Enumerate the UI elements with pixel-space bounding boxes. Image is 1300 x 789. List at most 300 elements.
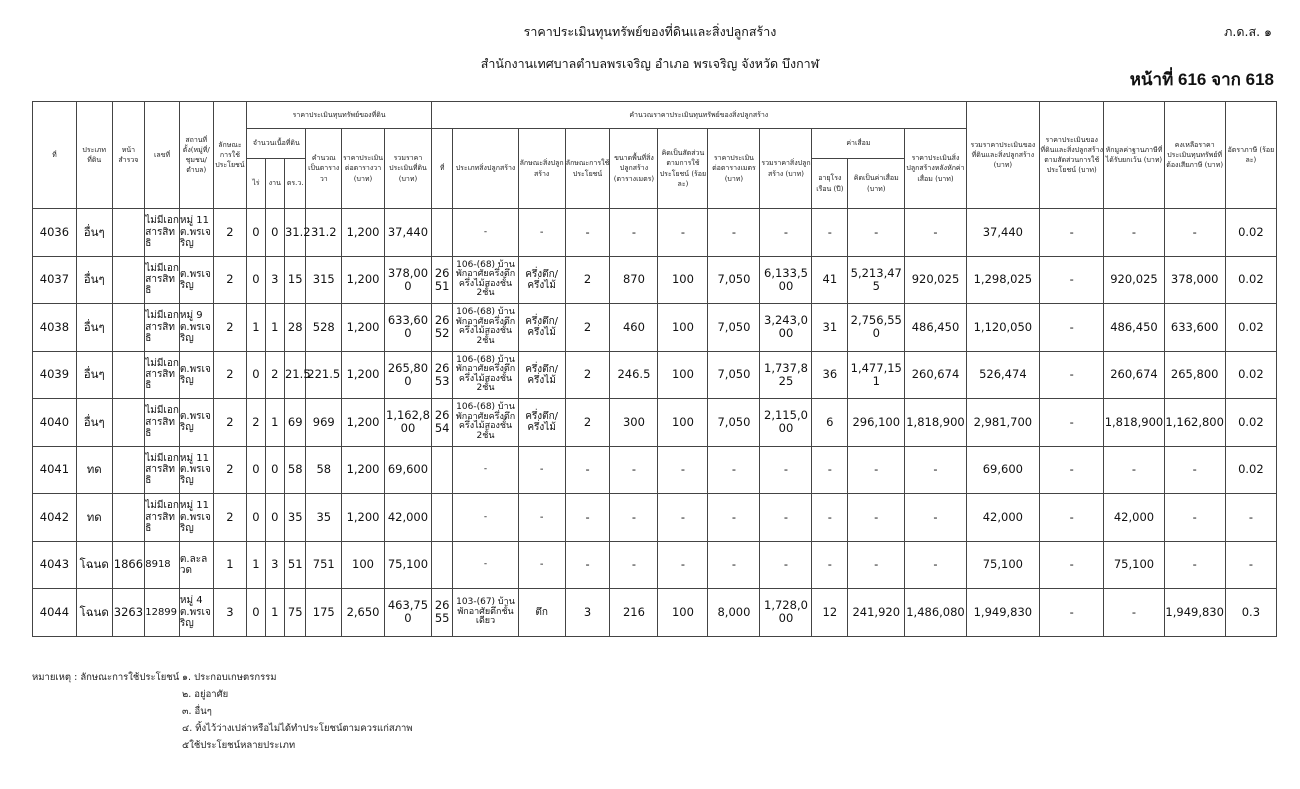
cell-bprice: 7,050 bbox=[708, 399, 760, 447]
col-b-type: ประเภทสิ่งปลูกสร้าง bbox=[453, 129, 518, 209]
cell-calc: 221.5 bbox=[306, 351, 342, 399]
cell-use: 3 bbox=[213, 589, 247, 637]
cell-age: - bbox=[812, 541, 848, 589]
col-land-total: รวมราคาประเมินที่ดิน (บาท) bbox=[384, 129, 431, 209]
cell-btype: 103-(67) บ้านพักอาศัยตึกชั้นเดียว bbox=[453, 589, 518, 637]
cell-btype: - bbox=[453, 446, 518, 494]
col-b-area: ขนาดพื้นที่สิ่งปลูกสร้าง (ตารางเมตร) bbox=[610, 129, 658, 209]
cell-exempt: 75,100 bbox=[1104, 541, 1164, 589]
cell-ppw: 1,200 bbox=[342, 351, 385, 399]
cell-barea: - bbox=[610, 209, 658, 257]
cell-btotal: 1,728,000 bbox=[760, 589, 812, 637]
cell-barea: 246.5 bbox=[610, 351, 658, 399]
cell-buse: 3 bbox=[565, 589, 610, 637]
cell-bkind: ครึ่งตึก/ครึ่งไม้ bbox=[518, 304, 565, 352]
cell-rai: 2 bbox=[247, 399, 265, 447]
cell-land: 378,000 bbox=[384, 256, 431, 304]
cell-btotal: - bbox=[760, 209, 812, 257]
cell-buse: 2 bbox=[565, 304, 610, 352]
cell-loc: หมู่ 11 ต.พรเจริญ bbox=[179, 494, 213, 542]
cell-remain: 1,949,830 bbox=[1164, 589, 1225, 637]
cell-bkind: - bbox=[518, 209, 565, 257]
cell-rate: 0.02 bbox=[1225, 351, 1276, 399]
cell-barea: 460 bbox=[610, 304, 658, 352]
cell-page bbox=[112, 304, 145, 352]
cell-use: 1 bbox=[213, 541, 247, 589]
cell-bno: 2651 bbox=[431, 256, 452, 304]
cell-ngan: 1 bbox=[265, 589, 284, 637]
cell-bratio: 100 bbox=[658, 304, 708, 352]
cell-page bbox=[112, 256, 145, 304]
cell-ppw: 1,200 bbox=[342, 446, 385, 494]
cell-ngan: 3 bbox=[265, 541, 284, 589]
cell-wa: 69 bbox=[284, 399, 305, 447]
cell-use: 2 bbox=[213, 209, 247, 257]
cell-rai: 0 bbox=[247, 209, 265, 257]
cell-bno bbox=[431, 541, 452, 589]
cell-dep: 5,213,475 bbox=[848, 256, 905, 304]
cell-bkind: - bbox=[518, 446, 565, 494]
cell-buse: 2 bbox=[565, 256, 610, 304]
table-row bbox=[33, 446, 1277, 494]
col-b-ratio: คิดเป็นสัดส่วนตามการใช้ประโยชน์ (ร้อยละ) bbox=[658, 129, 708, 209]
cell-bprice: - bbox=[708, 541, 760, 589]
cell-remain: 265,800 bbox=[1164, 351, 1225, 399]
cell-barea: 216 bbox=[610, 589, 658, 637]
cell-ppw: 1,200 bbox=[342, 399, 385, 447]
cell-wa: 75 bbox=[284, 589, 305, 637]
cell-doc: ไม่มีเอกสารสิทธิ bbox=[145, 494, 180, 542]
cell-grand: 526,474 bbox=[966, 351, 1039, 399]
cell-bkind: ครึ่งตึก/ครึ่งไม้ bbox=[518, 351, 565, 399]
cell-age: 12 bbox=[812, 589, 848, 637]
col-b-total: รวมราคาสิ่งปลูกสร้าง (บาท) bbox=[760, 129, 812, 209]
cell-bno: 2652 bbox=[431, 304, 452, 352]
cell-page bbox=[112, 494, 145, 542]
cell-barea: 870 bbox=[610, 256, 658, 304]
table-row bbox=[33, 399, 1277, 447]
col-b-after-dep: ราคาประเมินสิ่งปลูกสร้างหลังหักค่าเสื่อม (บาท) bbox=[905, 129, 966, 209]
col-b-no: ที่ bbox=[431, 129, 452, 209]
cell-page: 3263 bbox=[112, 589, 145, 637]
cell-age: 6 bbox=[812, 399, 848, 447]
cell-rate: 0.02 bbox=[1225, 304, 1276, 352]
cell-calc: 35 bbox=[306, 494, 342, 542]
cell-barea: - bbox=[610, 446, 658, 494]
cell-exempt: 486,450 bbox=[1104, 304, 1164, 352]
cell-page bbox=[112, 209, 145, 257]
cell-after: 260,674 bbox=[905, 351, 966, 399]
cell-loc: หมู่ 11 ต.พรเจริญ bbox=[179, 209, 213, 257]
col-no: ที่ bbox=[33, 102, 77, 209]
cell-after: 486,450 bbox=[905, 304, 966, 352]
cell-bno: 2654 bbox=[431, 399, 452, 447]
cell-prop: - bbox=[1040, 494, 1104, 542]
cell-grand: 75,100 bbox=[966, 541, 1039, 589]
cell-prop: - bbox=[1040, 589, 1104, 637]
cell-rai: 0 bbox=[247, 351, 265, 399]
cell-ngan: 2 bbox=[265, 351, 284, 399]
cell-grand: 37,440 bbox=[966, 209, 1039, 257]
form-code: ภ.ด.ส. ๑ bbox=[1224, 24, 1272, 39]
group-building: คำนวณราคาประเมินทุนทรัพย์ของสิ่งปลูกสร้าง bbox=[431, 102, 966, 129]
cell-dep: 241,920 bbox=[848, 589, 905, 637]
cell-rai: 0 bbox=[247, 589, 265, 637]
cell-remain: - bbox=[1164, 446, 1225, 494]
cell-type: อื่นๆ bbox=[76, 304, 112, 352]
cell-land: 42,000 bbox=[384, 494, 431, 542]
cell-doc: ไม่มีเอกสารสิทธิ bbox=[145, 351, 180, 399]
cell-bkind: ครึ่งตึก/ครึ่งไม้ bbox=[518, 256, 565, 304]
cell-wa: 15 bbox=[284, 256, 305, 304]
col-sq-wa: ตร.ว. bbox=[284, 159, 305, 209]
cell-land: 265,800 bbox=[384, 351, 431, 399]
cell-wa: 28 bbox=[284, 304, 305, 352]
cell-type: โฉนด bbox=[76, 589, 112, 637]
cell-btotal: - bbox=[760, 446, 812, 494]
note-item: ๒. อยู่อาศัย bbox=[182, 689, 229, 700]
cell-prop: - bbox=[1040, 209, 1104, 257]
cell-age: - bbox=[812, 209, 848, 257]
cell-after: - bbox=[905, 209, 966, 257]
cell-use: 2 bbox=[213, 351, 247, 399]
cell-page bbox=[112, 446, 145, 494]
table-row bbox=[33, 209, 1277, 257]
cell-type: ทด bbox=[76, 494, 112, 542]
cell-rai: 0 bbox=[247, 256, 265, 304]
cell-age: 31 bbox=[812, 304, 848, 352]
cell-after: - bbox=[905, 446, 966, 494]
cell-remain: 1,162,800 bbox=[1164, 399, 1225, 447]
cell-use: 2 bbox=[213, 399, 247, 447]
cell-type: อื่นๆ bbox=[76, 399, 112, 447]
cell-btotal: - bbox=[760, 541, 812, 589]
cell-loc: ต.พรเจริญ bbox=[179, 399, 213, 447]
cell-land: 37,440 bbox=[384, 209, 431, 257]
cell-barea: - bbox=[610, 541, 658, 589]
cell-btype: 106-(68) บ้านพักอาศัยครึ่งตึกครึ่งไม้สองชั้น 2ชั้น bbox=[453, 399, 518, 447]
cell-btotal: 1,737,825 bbox=[760, 351, 812, 399]
cell-type: ทด bbox=[76, 446, 112, 494]
cell-doc: 12899 bbox=[145, 589, 180, 637]
cell-remain: 378,000 bbox=[1164, 256, 1225, 304]
cell-calc: 31.2 bbox=[306, 209, 342, 257]
cell-age: 41 bbox=[812, 256, 848, 304]
cell-grand: 42,000 bbox=[966, 494, 1039, 542]
cell-no: 4040 bbox=[33, 399, 77, 447]
table-row bbox=[33, 589, 1277, 637]
cell-buse: - bbox=[565, 209, 610, 257]
cell-prop: - bbox=[1040, 304, 1104, 352]
cell-land: 463,750 bbox=[384, 589, 431, 637]
cell-no: 4038 bbox=[33, 304, 77, 352]
cell-bprice: 7,050 bbox=[708, 256, 760, 304]
col-grand-total: รวมราคาประเมินของที่ดินและสิ่งปลูกสร้าง (บาท) bbox=[966, 102, 1039, 209]
cell-rate: 0.02 bbox=[1225, 209, 1276, 257]
cell-no: 4043 bbox=[33, 541, 77, 589]
col-rai: ไร่ bbox=[247, 159, 265, 209]
cell-exempt: 260,674 bbox=[1104, 351, 1164, 399]
cell-exempt: 920,025 bbox=[1104, 256, 1164, 304]
cell-bratio: - bbox=[658, 209, 708, 257]
cell-bratio: - bbox=[658, 446, 708, 494]
cell-prop: - bbox=[1040, 399, 1104, 447]
cell-btype: 106-(68) บ้านพักอาศัยครึ่งตึกครึ่งไม้สองชั้น 2ชั้น bbox=[453, 256, 518, 304]
col-ngan: งาน bbox=[265, 159, 284, 209]
cell-buse: - bbox=[565, 446, 610, 494]
cell-after: - bbox=[905, 541, 966, 589]
cell-exempt: - bbox=[1104, 209, 1164, 257]
cell-no: 4042 bbox=[33, 494, 77, 542]
cell-age: - bbox=[812, 446, 848, 494]
cell-after: 920,025 bbox=[905, 256, 966, 304]
cell-wa: 31.2 bbox=[284, 209, 305, 257]
cell-exempt: - bbox=[1104, 446, 1164, 494]
note-item: ๑. ประกอบเกษตรกรรม bbox=[182, 672, 277, 683]
cell-btype: - bbox=[453, 209, 518, 257]
cell-doc: ไม่มีเอกสารสิทธิ bbox=[145, 209, 180, 257]
cell-doc: ไม่มีเอกสารสิทธิ bbox=[145, 399, 180, 447]
col-price-per-sq-wa: ราคาประเมินต่อตารางวา (บาท) bbox=[342, 129, 385, 209]
cell-loc: หมู่ 9 ต.พรเจริญ bbox=[179, 304, 213, 352]
cell-land: 1,162,800 bbox=[384, 399, 431, 447]
cell-barea: 300 bbox=[610, 399, 658, 447]
cell-bratio: - bbox=[658, 541, 708, 589]
cell-btype: - bbox=[453, 494, 518, 542]
cell-no: 4039 bbox=[33, 351, 77, 399]
cell-page: 1866 bbox=[112, 541, 145, 589]
cell-ppw: 1,200 bbox=[342, 494, 385, 542]
cell-calc: 969 bbox=[306, 399, 342, 447]
col-calc-sq-wa: คำนวณเป็นตารางวา bbox=[306, 129, 342, 209]
cell-buse: - bbox=[565, 494, 610, 542]
col-b-price-per-sqm: ราคาประเมินต่อตารางเมตร (บาท) bbox=[708, 129, 760, 209]
cell-calc: 58 bbox=[306, 446, 342, 494]
cell-doc: ไม่มีเอกสารสิทธิ bbox=[145, 446, 180, 494]
col-tax-rate: อัตราภาษี (ร้อยละ) bbox=[1225, 102, 1276, 209]
cell-wa: 21.5 bbox=[284, 351, 305, 399]
cell-grand: 1,949,830 bbox=[966, 589, 1039, 637]
col-doc-no: เลขที่ bbox=[145, 102, 180, 209]
cell-bprice: - bbox=[708, 446, 760, 494]
cell-loc: ต.ละลวด bbox=[179, 541, 213, 589]
cell-rate: 0.02 bbox=[1225, 446, 1276, 494]
cell-rai: 0 bbox=[247, 446, 265, 494]
cell-age: 36 bbox=[812, 351, 848, 399]
cell-use: 2 bbox=[213, 256, 247, 304]
cell-no: 4044 bbox=[33, 589, 77, 637]
cell-dep: 296,100 bbox=[848, 399, 905, 447]
cell-loc: ต.พรเจริญ bbox=[179, 256, 213, 304]
cell-rate: 0.02 bbox=[1225, 256, 1276, 304]
cell-prop: - bbox=[1040, 256, 1104, 304]
cell-page bbox=[112, 351, 145, 399]
col-location: สถานที่ตั้ง(หมู่ที่/ชุมชน/ตำบล) bbox=[179, 102, 213, 209]
cell-calc: 751 bbox=[306, 541, 342, 589]
cell-btotal: 3,243,000 bbox=[760, 304, 812, 352]
cell-use: 2 bbox=[213, 494, 247, 542]
cell-rate: - bbox=[1225, 494, 1276, 542]
cell-rate: - bbox=[1225, 541, 1276, 589]
cell-bno: 2653 bbox=[431, 351, 452, 399]
cell-rai: 1 bbox=[247, 304, 265, 352]
cell-doc: ไม่มีเอกสารสิทธิ bbox=[145, 304, 180, 352]
col-b-age: อายุโรงเรือน (ปี) bbox=[812, 159, 848, 209]
cell-bratio: 100 bbox=[658, 589, 708, 637]
cell-dep: 2,756,550 bbox=[848, 304, 905, 352]
table-row bbox=[33, 304, 1277, 352]
cell-exempt: - bbox=[1104, 589, 1164, 637]
col-survey-page: หน้าสำรวจ bbox=[112, 102, 145, 209]
page-subtitle: สำนักงานเทศบาลตำบลพรเจริญ อำเภอ พรเจริญ จังหวัด บึงกาฬ bbox=[480, 56, 820, 71]
cell-type: โฉนด bbox=[76, 541, 112, 589]
cell-ngan: 0 bbox=[265, 446, 284, 494]
cell-btype: 106-(68) บ้านพักอาศัยครึ่งตึกครึ่งไม้สองชั้น 2ชั้น bbox=[453, 351, 518, 399]
cell-barea: - bbox=[610, 494, 658, 542]
cell-page bbox=[112, 399, 145, 447]
cell-loc: หมู่ 11 ต.พรเจริญ bbox=[179, 446, 213, 494]
cell-dep: - bbox=[848, 446, 905, 494]
cell-prop: - bbox=[1040, 541, 1104, 589]
cell-use: 2 bbox=[213, 304, 247, 352]
cell-prop: - bbox=[1040, 351, 1104, 399]
table-row bbox=[33, 541, 1277, 589]
cell-calc: 528 bbox=[306, 304, 342, 352]
cell-ngan: 0 bbox=[265, 494, 284, 542]
notes-label: หมายเหตุ : ลักษณะการใช้ประโยชน์ bbox=[32, 672, 180, 683]
cell-buse: 2 bbox=[565, 351, 610, 399]
cell-bno bbox=[431, 494, 452, 542]
col-b-kind: ลักษณะสิ่งปลูกสร้าง bbox=[518, 129, 565, 209]
cell-btotal: 6,133,500 bbox=[760, 256, 812, 304]
cell-dep: - bbox=[848, 209, 905, 257]
cell-loc: หมู่ 4 ต.พรเจริญ bbox=[179, 589, 213, 637]
cell-doc: 8918 bbox=[145, 541, 180, 589]
cell-type: อื่นๆ bbox=[76, 209, 112, 257]
col-proportional: ราคาประเมินของที่ดินและสิ่งปลูกสร้างตามสัดส่วนการใช้ประโยชน์ (บาท) bbox=[1040, 102, 1104, 209]
table-row bbox=[33, 256, 1277, 304]
cell-remain: 633,600 bbox=[1164, 304, 1225, 352]
cell-rate: 0.3 bbox=[1225, 589, 1276, 637]
cell-bratio: 100 bbox=[658, 399, 708, 447]
cell-btotal: 2,115,000 bbox=[760, 399, 812, 447]
group-depreciation: ค่าเสื่อม bbox=[812, 129, 905, 159]
table-row bbox=[33, 494, 1277, 542]
col-b-dep-amount: คิดเป็นค่าเสื่อม (บาท) bbox=[848, 159, 905, 209]
table-row bbox=[33, 351, 1277, 399]
col-remaining: คงเหลือราคาประเมินทุนทรัพย์ที่ต้องเสียภาษี (บาท) bbox=[1164, 102, 1225, 209]
col-land-type: ประเภทที่ดิน bbox=[76, 102, 112, 209]
cell-remain: - bbox=[1164, 494, 1225, 542]
cell-after: 1,486,080 bbox=[905, 589, 966, 637]
group-area: จำนวนเนื้อที่ดิน bbox=[247, 129, 306, 159]
cell-age: - bbox=[812, 494, 848, 542]
cell-ppw: 1,200 bbox=[342, 209, 385, 257]
note-item: ๕ใช้ประโยชน์หลายประเภท bbox=[182, 740, 296, 751]
cell-ppw: 2,650 bbox=[342, 589, 385, 637]
cell-exempt: 1,818,900 bbox=[1104, 399, 1164, 447]
assessment-table bbox=[32, 101, 1277, 637]
cell-no: 4041 bbox=[33, 446, 77, 494]
cell-bno: 2655 bbox=[431, 589, 452, 637]
cell-after: 1,818,900 bbox=[905, 399, 966, 447]
cell-bprice: - bbox=[708, 209, 760, 257]
cell-doc: ไม่มีเอกสารสิทธิ bbox=[145, 256, 180, 304]
cell-bratio: - bbox=[658, 494, 708, 542]
cell-no: 4036 bbox=[33, 209, 77, 257]
group-land: ราคาประเมินทุนทรัพย์ของที่ดิน bbox=[247, 102, 432, 129]
cell-ppw: 100 bbox=[342, 541, 385, 589]
cell-loc: ต.พรเจริญ bbox=[179, 351, 213, 399]
cell-calc: 175 bbox=[306, 589, 342, 637]
cell-btype: - bbox=[453, 541, 518, 589]
cell-no: 4037 bbox=[33, 256, 77, 304]
cell-buse: 2 bbox=[565, 399, 610, 447]
cell-rai: 0 bbox=[247, 494, 265, 542]
cell-bprice: - bbox=[708, 494, 760, 542]
table-body bbox=[33, 209, 1277, 637]
cell-type: อื่นๆ bbox=[76, 351, 112, 399]
cell-dep: - bbox=[848, 541, 905, 589]
cell-ppw: 1,200 bbox=[342, 256, 385, 304]
cell-remain: - bbox=[1164, 209, 1225, 257]
cell-ngan: 1 bbox=[265, 304, 284, 352]
cell-grand: 1,120,050 bbox=[966, 304, 1039, 352]
cell-ngan: 1 bbox=[265, 399, 284, 447]
cell-bprice: 8,000 bbox=[708, 589, 760, 637]
cell-land: 69,600 bbox=[384, 446, 431, 494]
cell-btotal: - bbox=[760, 494, 812, 542]
cell-bprice: 7,050 bbox=[708, 351, 760, 399]
cell-dep: 1,477,151 bbox=[848, 351, 905, 399]
note-item: ๓. อื่นๆ bbox=[182, 706, 212, 717]
cell-buse: - bbox=[565, 541, 610, 589]
cell-dep: - bbox=[848, 494, 905, 542]
cell-ngan: 0 bbox=[265, 209, 284, 257]
cell-remain: - bbox=[1164, 541, 1225, 589]
cell-bratio: 100 bbox=[658, 256, 708, 304]
cell-bkind: ตึก bbox=[518, 589, 565, 637]
cell-bkind: - bbox=[518, 494, 565, 542]
cell-rate: 0.02 bbox=[1225, 399, 1276, 447]
cell-btype: 106-(68) บ้านพักอาศัยครึ่งตึกครึ่งไม้สองชั้น 2ชั้น bbox=[453, 304, 518, 352]
cell-exempt: 42,000 bbox=[1104, 494, 1164, 542]
cell-wa: 58 bbox=[284, 446, 305, 494]
cell-rai: 1 bbox=[247, 541, 265, 589]
page-number: หน้าที่ 616 จาก 618 bbox=[1129, 70, 1274, 89]
cell-bkind: - bbox=[518, 541, 565, 589]
cell-calc: 315 bbox=[306, 256, 342, 304]
cell-prop: - bbox=[1040, 446, 1104, 494]
cell-use: 2 bbox=[213, 446, 247, 494]
cell-bno bbox=[431, 446, 452, 494]
cell-grand: 2,981,700 bbox=[966, 399, 1039, 447]
cell-land: 75,100 bbox=[384, 541, 431, 589]
cell-bkind: ครึ่งตึก/ครึ่งไม้ bbox=[518, 399, 565, 447]
col-b-usage: ลักษณะการใช้ประโยชน์ bbox=[565, 129, 610, 209]
cell-wa: 35 bbox=[284, 494, 305, 542]
col-usage: ลักษณะการใช้ประโยชน์ bbox=[213, 102, 247, 209]
cell-grand: 69,600 bbox=[966, 446, 1039, 494]
col-exemption: หักมูลค่าฐานภาษีที่ได้รับยกเว้น (บาท) bbox=[1104, 102, 1164, 209]
cell-bno bbox=[431, 209, 452, 257]
cell-type: อื่นๆ bbox=[76, 256, 112, 304]
cell-ngan: 3 bbox=[265, 256, 284, 304]
page-title: ราคาประเมินทุนทรัพย์ของที่ดินและสิ่งปลูกสร้าง bbox=[523, 24, 777, 39]
cell-ppw: 1,200 bbox=[342, 304, 385, 352]
note-item: ๔. ทิ้งไว้ว่างเปล่าหรือไม่ได้ทำประโยชน์ตามควรแก่สภาพ bbox=[182, 723, 413, 734]
cell-bratio: 100 bbox=[658, 351, 708, 399]
